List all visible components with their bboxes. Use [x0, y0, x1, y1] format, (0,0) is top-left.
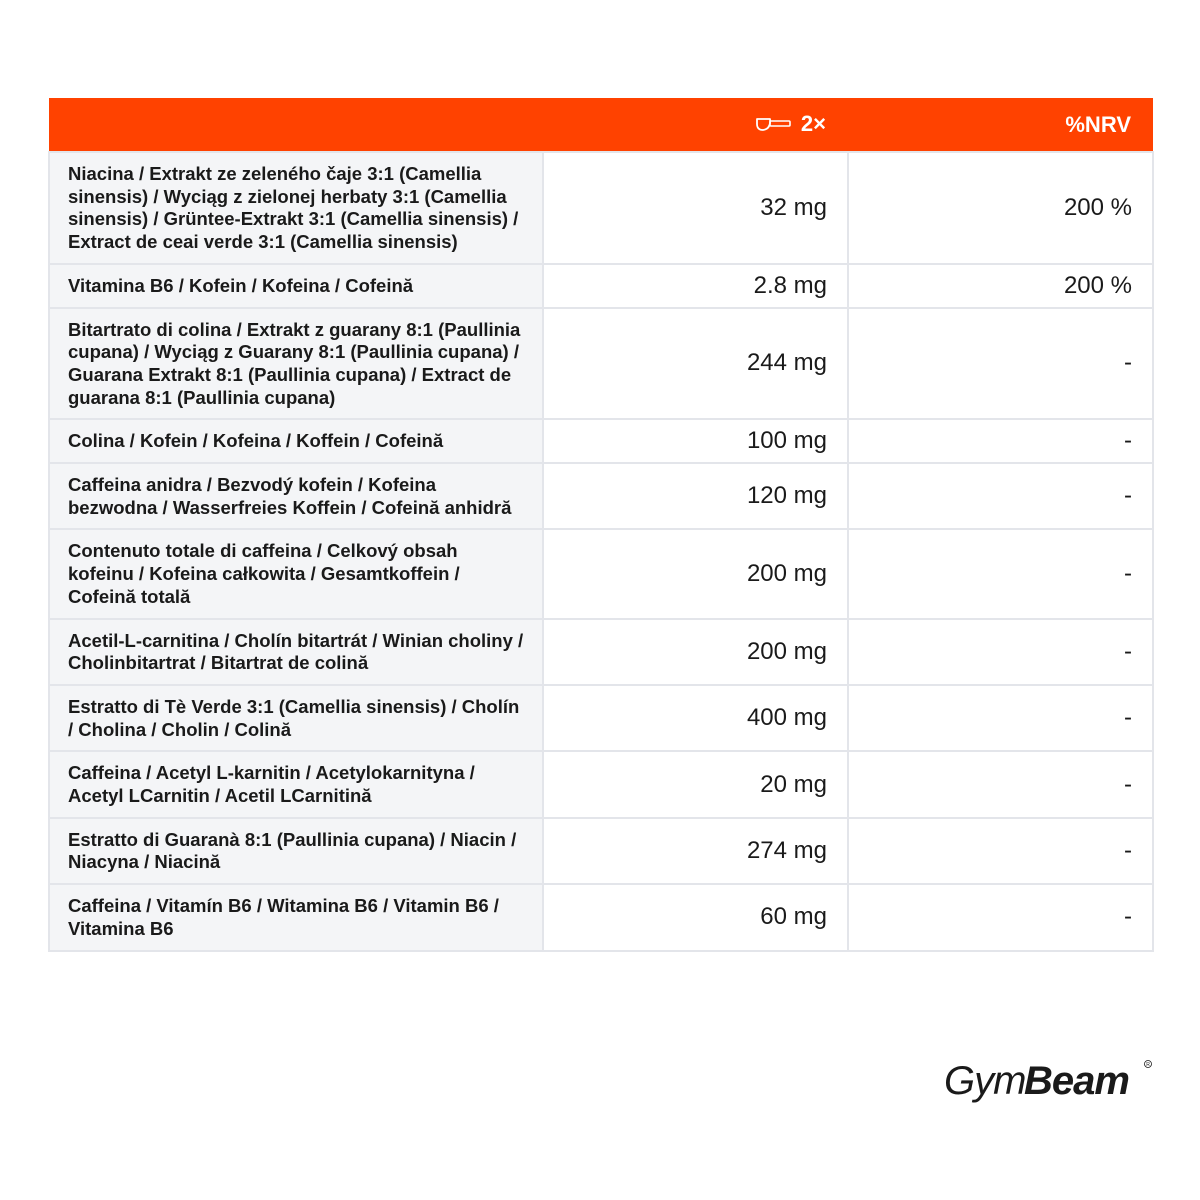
- table-row: [49, 264, 1153, 308]
- nrv-value: -: [848, 463, 1153, 529]
- table-row: [49, 152, 1153, 264]
- dose-value: 400 mg: [543, 685, 848, 751]
- dose-value: 244 mg: [543, 308, 848, 420]
- table-row: [49, 419, 1153, 463]
- dose-value: 20 mg: [543, 751, 848, 817]
- table-row: [49, 463, 1153, 529]
- table-row: [49, 529, 1153, 618]
- nrv-value: -: [848, 308, 1153, 420]
- gymbeam-logo: [944, 1056, 1154, 1104]
- ingredient-name: Acetil-L-carnitina / Cholín bitartrát / Winian choliny / Cholinbitartrat / Bitartrat de colină: [49, 619, 543, 685]
- nrv-value: -: [848, 619, 1153, 685]
- dose-value: 200 mg: [543, 529, 848, 618]
- ingredient-name: Estratto di Tè Verde 3:1 (Camellia sinensis) / Cholín / Cholina / Cholin / Colină: [49, 685, 543, 751]
- table-row: [49, 308, 1153, 420]
- ingredient-name: Estratto di Guaranà 8:1 (Paullinia cupana) / Niacin / Niacyna / Niacină: [49, 818, 543, 884]
- logo-text-gym: Gym: [944, 1059, 1026, 1103]
- nrv-value: -: [848, 529, 1153, 618]
- ingredient-name: Vitamina B6 / Kofein / Kofeina / Cofeină: [49, 264, 543, 308]
- nrv-value: -: [848, 419, 1153, 463]
- ingredient-name: Caffeina / Vitamín B6 / Witamina B6 / Vitamin B6 / Vitamina B6: [49, 884, 543, 950]
- nrv-value: -: [848, 818, 1153, 884]
- dose-value: 32 mg: [543, 152, 848, 264]
- table-row: [49, 685, 1153, 751]
- nrv-column-header: %NRV: [1065, 111, 1131, 137]
- ingredient-name: Niacina / Extrakt ze zeleného čaje 3:1 (Camellia sinensis) / Wyciąg z zielonej herbaty 3:1 (Camellia sinensis) / Grüntee-Extrakt 3:1 (Camellia sinensis) / Extract de ceai verde 3:1 (Camellia sinensis): [49, 152, 543, 264]
- nrv-value: 200 %: [848, 152, 1153, 264]
- dose-value: 120 mg: [543, 463, 848, 529]
- table-body: [49, 152, 1153, 951]
- dose-value: 100 mg: [543, 419, 848, 463]
- ingredient-name: Colina / Kofein / Kofeina / Koffein / Cofeină: [49, 419, 543, 463]
- table-row: [49, 751, 1153, 817]
- logo-text-beam: Beam: [1024, 1059, 1129, 1103]
- table-row: [49, 884, 1153, 950]
- ingredient-name: Contenuto totale di caffeina / Celkový obsah kofeinu / Kofeina całkowita / Gesamtkoffein / Cofeină totală: [49, 529, 543, 618]
- table-row: [49, 619, 1153, 685]
- nrv-value: -: [848, 884, 1153, 950]
- nutrition-table: [48, 98, 1154, 952]
- ingredient-column-header: [49, 98, 543, 152]
- dose-label: 2×: [800, 110, 826, 136]
- nrv-value: -: [848, 685, 1153, 751]
- dose-value: 60 mg: [543, 884, 848, 950]
- dose-column-header: [543, 98, 848, 152]
- table-header: [49, 98, 1153, 152]
- dose-value: 200 mg: [543, 619, 848, 685]
- ingredient-name: Bitartrato di colina / Extrakt z guarany 8:1 (Paullinia cupana) / Wyciąg z Guarany 8:1 (Paullinia cupana) / Guarana Extrakt 8:1 (Paullinia cupana) / Extract de guarana 8:1 (Paullinia cupana): [49, 308, 543, 420]
- dose-value: 274 mg: [543, 818, 848, 884]
- ingredient-name: Caffeina anidra / Bezvodý kofein / Kofeina bezwodna / Wasserfreies Koffein / Cofeină anhidră: [49, 463, 543, 529]
- dose-value: 2.8 mg: [543, 264, 848, 308]
- svg-text:R: R: [1146, 1061, 1150, 1068]
- nrv-value: -: [848, 751, 1153, 817]
- ingredient-name: Caffeina / Acetyl L-karnitin / Acetylokarnityna / Acetyl LCarnitin / Acetil LCarnitină: [49, 751, 543, 817]
- nrv-value: 200 %: [848, 264, 1153, 308]
- table-row: [49, 818, 1153, 884]
- scoop-icon: [755, 115, 793, 133]
